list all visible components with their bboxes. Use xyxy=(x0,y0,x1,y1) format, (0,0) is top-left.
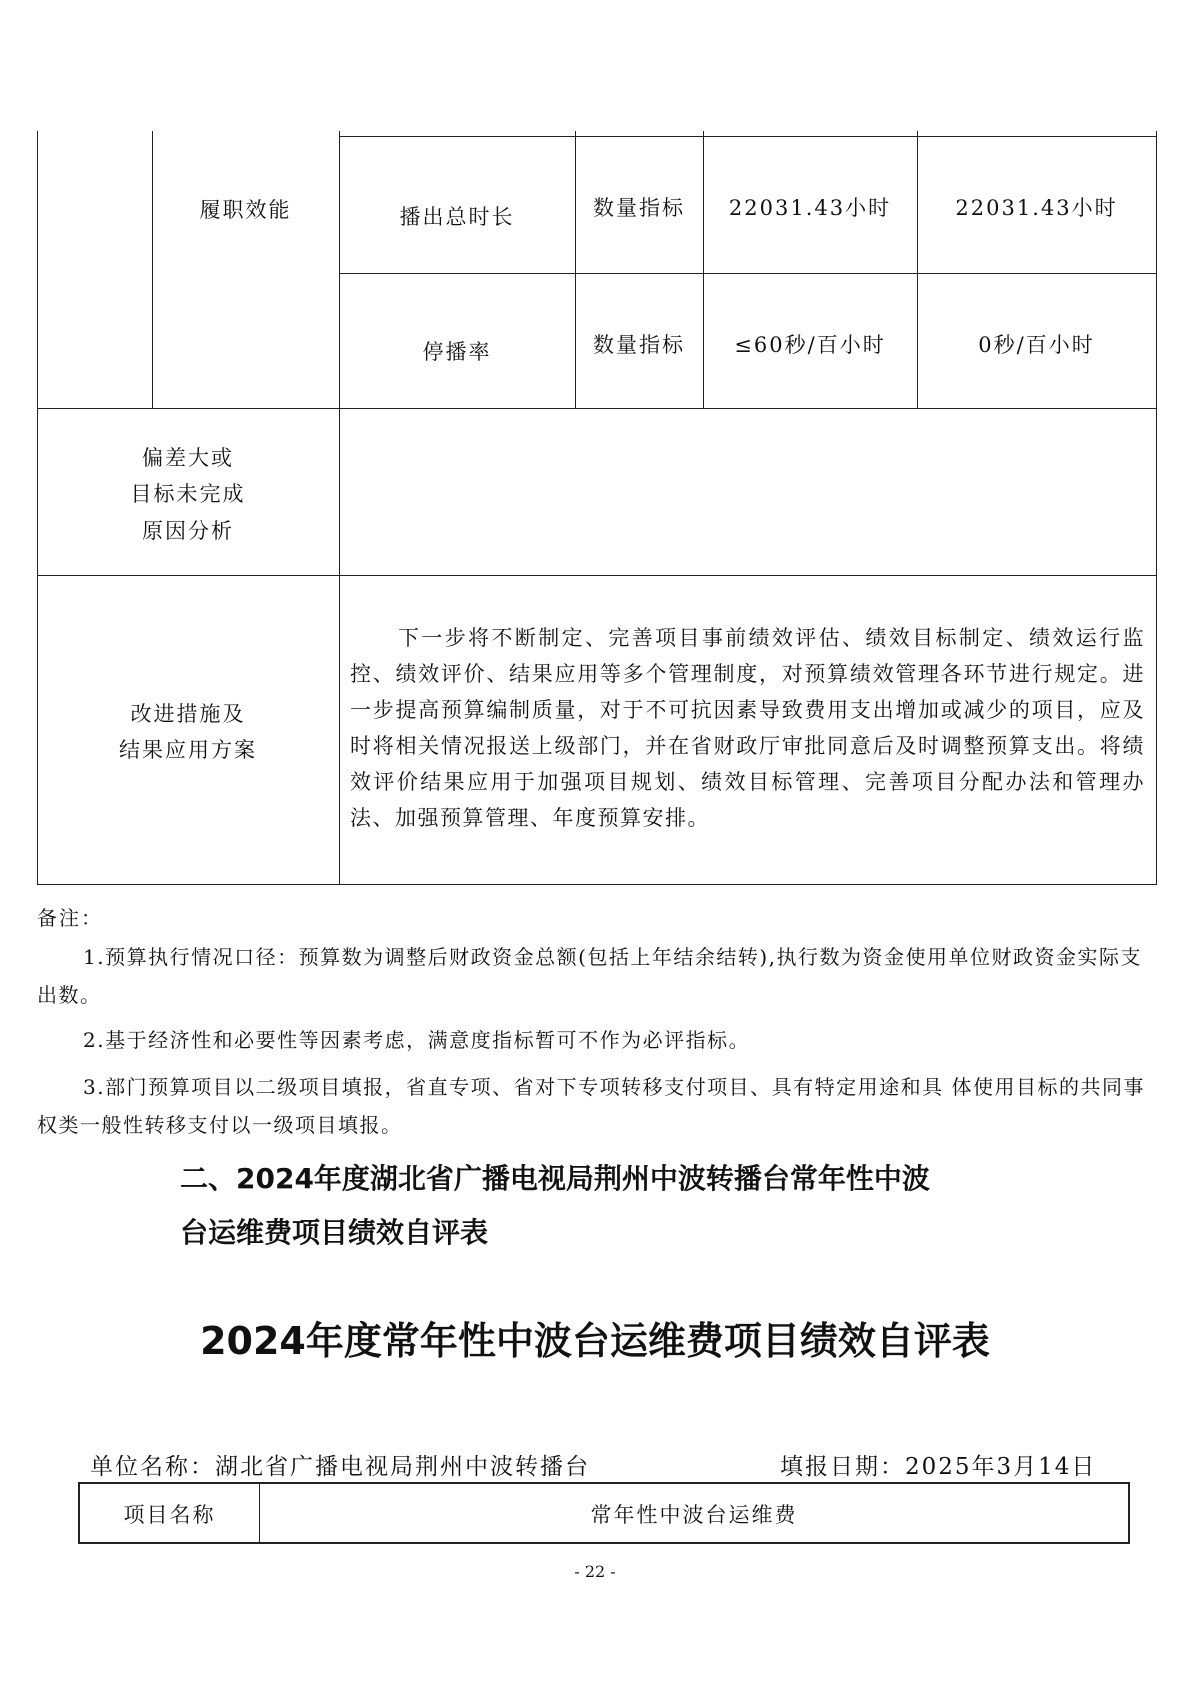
project-name-label: 项目名称 xyxy=(123,1503,216,1527)
table-border xyxy=(703,131,704,408)
indicator-cell: 播出总时长 xyxy=(399,205,515,229)
table-border xyxy=(917,131,918,408)
report-date: 填报日期：2025年3月14日 xyxy=(780,1454,1097,1480)
improve-label-line: 改进措施及 xyxy=(130,702,246,726)
unit-name: 单位名称：湖北省广播电视局荆州中波转播台 xyxy=(90,1454,590,1480)
table-border xyxy=(37,884,1157,885)
table-border xyxy=(339,136,1156,137)
table-border xyxy=(37,408,1157,409)
indicator-type-cell: 数量指标 xyxy=(593,196,685,220)
table-border xyxy=(575,131,576,408)
form-title: 2024年度常年性中波台运维费项目绩效自评表 xyxy=(200,1319,990,1363)
indicator-type-cell: 数量指标 xyxy=(593,333,685,357)
deviation-label-line: 偏差大或 xyxy=(142,446,234,470)
table-border xyxy=(1156,131,1157,884)
project-name-value: 常年性中波台运维费 xyxy=(590,1503,798,1527)
indicator-cell: 停播率 xyxy=(422,340,492,364)
table-border xyxy=(339,131,340,884)
project-table xyxy=(78,1482,1130,1544)
target-value-cell: ≤60秒/百小时 xyxy=(734,333,886,357)
actual-value-cell: 0秒/百小时 xyxy=(978,333,1095,357)
improve-text: 下一步将不断制定、完善项目事前绩效评估、绩效目标制定、绩效运行监控、绩效评价、结果应用等多个管理制度，对预算绩效管理各环节进行规定。进一步提高预算编制质量，对于不可抗因素导致费用支出增加或减少的项目，应及时将相关情况报送上级部门，并在省财政厅审批同意后及时调整预算支出。将绩效评价结果应用于加强项目规划、绩效目标管理、完善项目分配办法和管理办法、加强预算管理、年度预算安排。 xyxy=(350,626,1145,830)
table-border xyxy=(37,575,1157,576)
target-value-cell: 22031.43小时 xyxy=(728,196,892,220)
deviation-label-line: 原因分析 xyxy=(142,519,234,543)
improve-label-line: 结果应用方案 xyxy=(119,738,257,762)
note-item: 3.部门预算项目以二级项目填报，省直专项、省对下专项转移支付项目、具有特定用途和具 体使用目标的共同事权类一般性转移支付以一级项目填报。 xyxy=(37,1075,1145,1137)
note-item: 1.预算执行情况口径：预算数为调整后财政资金总额(包括上年结余结转),执行数为资金使用单位财政资金实际支出数。 xyxy=(37,945,1143,1007)
section-heading-line: 台运维费项目绩效自评表 xyxy=(180,1216,489,1249)
table-border xyxy=(339,273,1156,274)
table-border xyxy=(152,131,153,408)
page-number: - 22 - xyxy=(574,1562,616,1581)
section-heading-line: 二、2024年度湖北省广播电视局荆州中波转播台常年性中波 xyxy=(180,1162,930,1195)
notes-title: 备注： xyxy=(37,906,103,930)
note-item: 2.基于经济性和必要性等因素考虑，满意度指标暂可不作为必评指标。 xyxy=(83,1028,751,1052)
actual-value-cell: 22031.43小时 xyxy=(955,196,1118,220)
deviation-label-line: 目标未完成 xyxy=(130,482,246,506)
category-cell: 履职效能 xyxy=(199,198,292,222)
